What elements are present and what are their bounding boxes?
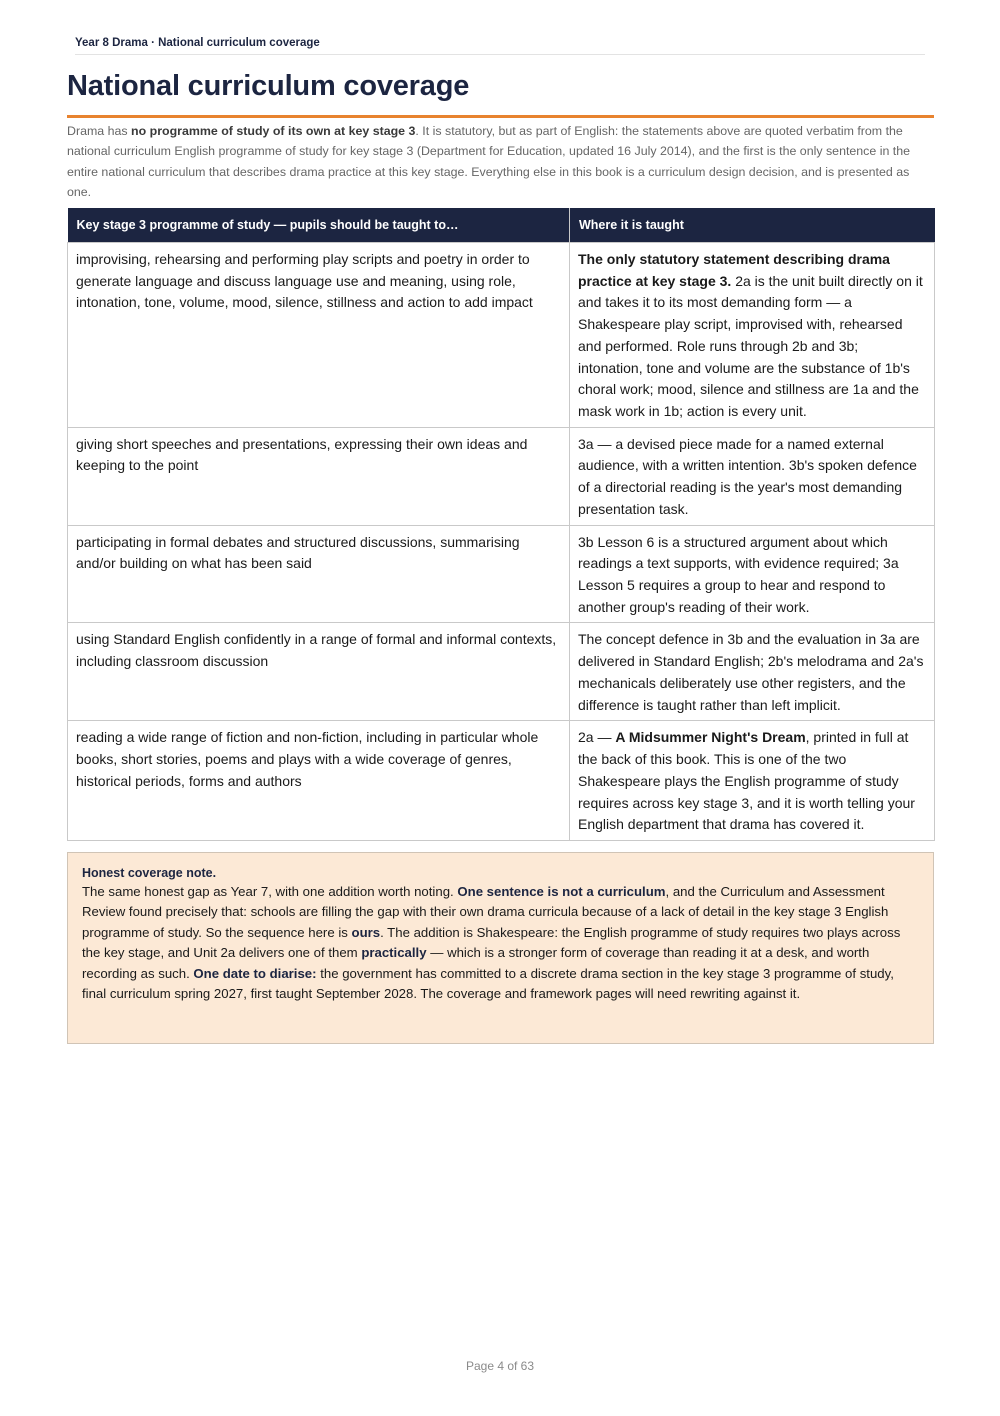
intro-emphasis: no programme of study of its own at key stage 3 [131,124,416,138]
callout-title: Honest coverage note. [82,866,217,880]
statement-cell: improvising, rehearsing and performing play scripts and poetry in order to generate language and discuss language use and meaning, using role, intonation, tone, volume, mood, silence, stillness and action to add impact [68,243,570,428]
where-taught-cell [570,243,935,428]
statement-cell: participating in formal debates and structured discussions, summarising and/or building on what has been said [68,525,570,623]
statement-cell: using Standard English confidently in a range of formal and informal contexts, including classroom discussion [68,623,570,721]
note-text: The same honest gap as Year 7, with one addition worth noting. [82,884,458,899]
note-text: , and the Curriculum and Assessment Review found precisely that: schools are filling the gap with their own drama curricula because of a lack of detail in the key stage 3 English programme of study. So the sequence here is [82,884,889,940]
where-taught-cell: 3b Lesson 6 is a structured argument about which readings a text supports, with evidence required; 3a Lesson 5 requires a group to hear and respond to another group's reading of their work. [570,525,935,623]
table-row [68,721,935,841]
running-head: Year 8 Drama · National curriculum coverage [75,37,925,55]
note-text: the government has committed to a discrete drama section in the key stage 3 programme of study, final curriculum spring 2027, first taught September 2028. The coverage and framework pages will need rewriting against it. [82,965,894,1002]
table-row [68,623,935,721]
column-header-where-taught: Where it is taught [570,208,935,243]
column-header-statement: Key stage 3 programme of study — pupils should be taught to… [68,208,570,243]
statement-cell: giving short speeches and presentations, expressing their own ideas and keeping to the point [68,427,570,525]
callout-body [82,882,919,1004]
where-taught-text: 2a is the unit built directly on it and takes it to its most demanding form — a Shakespeare play script, improvised with, rehearsed and performed. Role runs through 2b and 3b; intonation, tone and volume are the substance of 1b's choral work; mood, silence and stillness are 1a and the mask work in 1b; action is every unit. [578,272,923,419]
table-row [68,243,935,428]
statement-cell: reading a wide range of fiction and non-fiction, including in particular whole books, short stories, poems and plays with a wide coverage of genres, historical periods, forms and authors [68,721,570,841]
intro-text-end: . It is statutory, but as part of English: the statements above are quoted verbatim from the national curriculum English programme of study for key stage 3 (Department for Education, updated 16 July 2014), and the first is the only sentence in the entire national curriculum that describes drama practice at this key stage. Everything else in this book is a curriculum design decision, and is presented as one. [67,124,911,199]
note-text: — which is a stronger form of coverage than reading it at a desk, and worth recording as such. [82,945,870,981]
where-taught-cell [570,721,935,841]
where-taught-text: , printed in full at the back of this book. This is one of the two Shakespeare plays the English programme of study requires across key stage 3, and it is worth telling your English department that drama has covered it. [578,729,915,833]
where-taught-cell: The concept defence in 3b and the evaluation in 3a are delivered in Standard English; 2b's melodrama and 2a's mechanicals deliberately use other registers, and the difference is taught rather than left implicit. [570,623,935,721]
title-underline [67,115,934,118]
page-number: Page 4 of 63 [465,1359,535,1373]
note-emphasis: practically [361,945,427,961]
note-emphasis: One date to diarise: [193,965,317,981]
where-taught-unit: 2a — [578,729,616,746]
note-text: . The addition is Shakespeare: the English programme of study requires two plays across the key stage, and Unit 2a delivers one of them [82,924,901,961]
page-title: National curriculum coverage [67,70,470,102]
play-title: A Midsummer Night's Dream [615,729,806,746]
coverage-table [67,208,935,841]
where-taught-emphasis: The only statutory statement describing drama practice at key stage 3. [578,251,890,289]
table-row [68,525,935,623]
where-taught-cell: 3a — a devised piece made for a named external audience, with a written intention. 3b's spoken defence of a directorial reading is the year's most demanding presentation task. [570,427,935,525]
table-row [68,427,935,525]
note-emphasis: ours [351,924,381,940]
intro-text-start: Drama has [67,124,132,138]
note-emphasis: One sentence is not a curriculum [457,884,666,899]
coverage-note-callout [67,852,934,1044]
intro-paragraph [67,121,933,202]
table-header-row [68,208,935,243]
